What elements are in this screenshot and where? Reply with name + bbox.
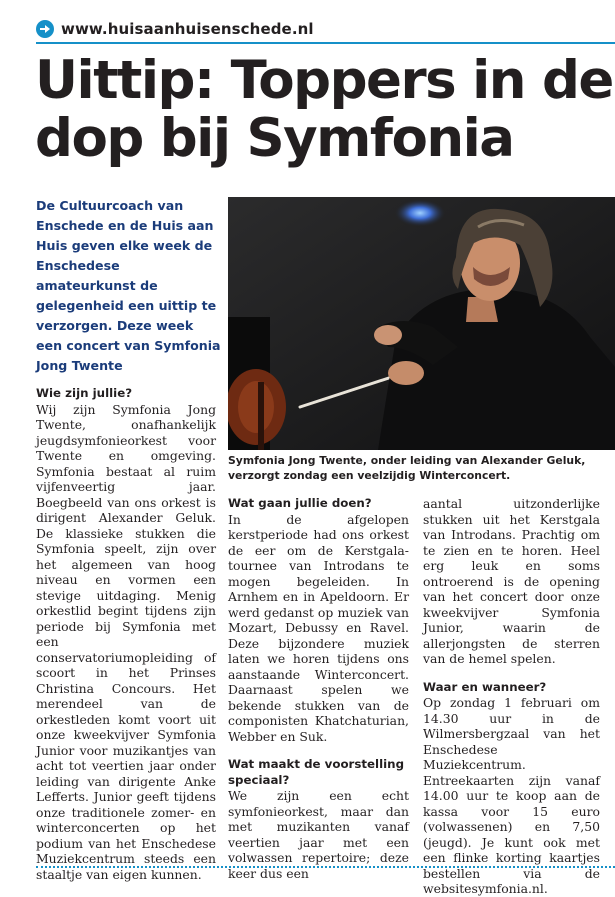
section-body-wat-maakt: We zijn een echt symfonieorkest, maar dan met muzikanten vanaf veertien jaar met een volwassen repertoire; deze keer dus een <box>228 788 409 881</box>
section-body-wie: Wij zijn Symfonia Jong Twente, onafhankelijk jeugdsymfonieorkest voor Twente en omgeving. Symfonia bestaat al ruim vijfenveertig jaar. Boegbeeld van ons orkest is dirigent Alexander Geluk. De klassieke stukken die Symfonia speelt, zijn over het algemeen van hoog niveau en vormen een stevige uitdaging. Menig orkestlid begint tijdens zijn periode bij Symfonia met een conservatoriumopleiding of scoort in het Prinses Christina Concours. Het merendeel van de orkestleden komt voort uit onze kweekvijver Symfonia Junior voor muzikantjes van acht tot veertien jaar onder leiding van dirigente Anke Lefferts. Junior geeft tijdens onze traditionele zomer- en winterconcerten op het podium van het Enschedese Muziekcentrum steeds een staaltje van eigen kunnen. <box>36 401 216 882</box>
section-title-wat-maakt: Wat maakt de voorstelling speciaal? <box>228 757 405 787</box>
section-body-wat-doen: In de afgelopen kerstperiode had ons orkest de eer om de Kerstgala-tournee van Introdans te mogen begeleiden. In Arnhem en in Apeldoorn. Er werd gedanst op muziek van Mozart, Debussy en Ravel. Deze bijzondere muziek laten we horen tijdens ons aanstaande Winterconcert. Daarnaast spelen we bekende stukken van de componisten Khatchaturian, Webber en Suk. <box>228 511 409 744</box>
conductor-illustration <box>228 197 615 450</box>
column-2 <box>228 496 409 881</box>
photo-caption: Symfonia Jong Twente, onder leiding van Alexander Geluk, verzorgt zondag een veelzijdig Winterconcert. <box>228 454 586 482</box>
site-header <box>36 18 314 40</box>
arrow-right-circle-icon <box>36 20 54 38</box>
column-3 <box>423 496 600 897</box>
column-1 <box>36 386 216 882</box>
intro-lead: De Cultuurcoach van Enschede en de Huis aan Huis geven elke week de Enschedese amateurkunst de gelegenheid een uittip te verzorgen. Deze week een concert van Symfonia Jong Twente <box>36 198 221 373</box>
section-title-wie: Wie zijn jullie? <box>36 386 133 400</box>
section-body-vervolg: aantal uitzonderlijke stukken uit het Kerstgala van Introdans. Prachtig om te zien en te horen. Heel erg leuk en soms ontroerend is de opening van het concert door onze kweekvijver Symfonia Junior, waarin de allerjongsten de sterren van de hemel spelen. <box>423 496 600 666</box>
footer-dotted-divider <box>36 866 615 868</box>
header-divider <box>36 42 615 44</box>
section-title-waar: Waar en wanneer? <box>423 679 547 694</box>
site-url[interactable]: www.huisaanhuisenschede.nl <box>61 20 314 38</box>
section-body-waar: Op zondag 1 februari om 14.30 uur in de Wilmersbergzaal van het Enschedese Muziekcentrum. Entreekaarten zijn vanaf 14.00 uur te koop aan de kassa voor 15 euro (volwassenen) en 7,50 (jeugd). Je kunt ook met een flinke korting kaartjes bestellen via de websitesymfonia.nl. <box>423 695 600 896</box>
headline: Uittip: Toppers in de dop bij Symfonia <box>35 50 613 169</box>
conductor-photo <box>228 197 615 450</box>
section-title-wat-doen: Wat gaan jullie doen? <box>228 496 372 510</box>
